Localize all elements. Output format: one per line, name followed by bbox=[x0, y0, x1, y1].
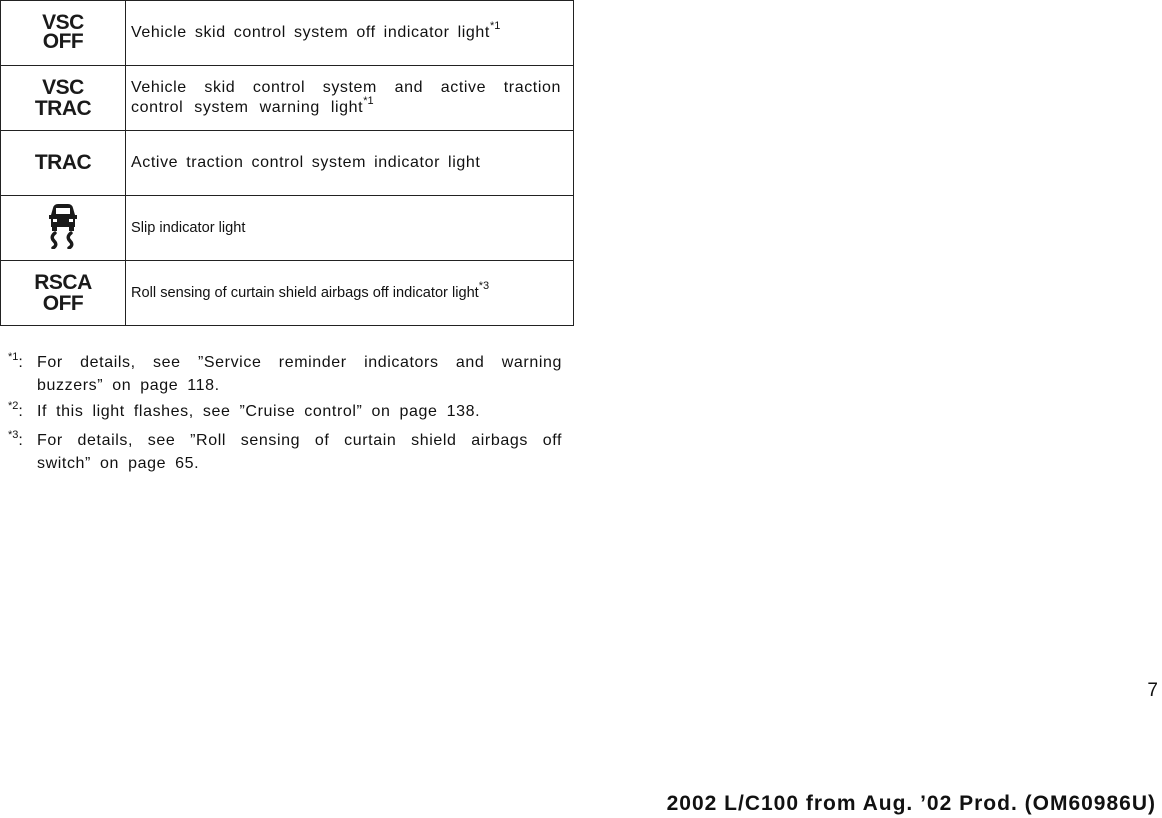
indicator-description bbox=[126, 261, 574, 326]
indicator-row bbox=[1, 196, 574, 261]
vsc-trac-icon bbox=[35, 77, 91, 119]
indicator-label: Vehicle skid control system and active traction control system warning light bbox=[131, 79, 561, 116]
indicator-table bbox=[0, 0, 574, 326]
footnotes bbox=[8, 351, 562, 475]
footnote bbox=[8, 429, 562, 475]
icon-line: OFF bbox=[42, 30, 84, 53]
note-reference: *1 bbox=[363, 95, 374, 107]
footnote-mark-text: *3 bbox=[8, 429, 19, 441]
icon-line: OFF bbox=[42, 291, 84, 315]
vsc-off-icon bbox=[42, 13, 84, 51]
document-footer: 2002 L/C100 from Aug. ’02 Prod. (OM60986U) bbox=[666, 792, 1156, 815]
footnote-text: For details, see ”Service reminder indicators and warning buzzers” on page 118. bbox=[37, 354, 562, 394]
indicator-label: Slip indicator light bbox=[131, 220, 246, 236]
footnote-mark-text: *2 bbox=[8, 400, 19, 412]
footnote-mark-text: *1 bbox=[8, 351, 19, 363]
icon-line: RSCA bbox=[34, 270, 92, 294]
indicator-row bbox=[1, 66, 574, 131]
indicator-row bbox=[1, 1, 574, 66]
icon-cell bbox=[1, 1, 126, 66]
icon-cell bbox=[1, 261, 126, 326]
note-reference: *3 bbox=[478, 280, 490, 292]
footnote bbox=[8, 400, 562, 423]
indicator-row bbox=[1, 131, 574, 196]
icon-cell bbox=[1, 66, 126, 131]
icon-cell bbox=[1, 196, 126, 261]
trac-icon bbox=[34, 150, 92, 174]
icon-line: VSC bbox=[42, 75, 84, 99]
rsca-off-icon bbox=[34, 272, 92, 314]
indicator-row bbox=[1, 261, 574, 326]
indicator-description bbox=[126, 66, 574, 131]
footnote-text: For details, see ”Roll sensing of curtain shield airbags off switch” on page 65. bbox=[37, 432, 562, 472]
indicator-label: Active traction control system indicator light bbox=[131, 154, 481, 171]
icon-cell bbox=[1, 131, 126, 196]
icon-line: TRAC bbox=[34, 150, 92, 174]
footnote-mark: $^{*3}$: bbox=[8, 429, 24, 449]
note-reference: *1 bbox=[489, 20, 501, 32]
icon-line: TRAC bbox=[34, 96, 92, 120]
slip-indicator-icon bbox=[46, 203, 80, 249]
page-number: 7 bbox=[1147, 680, 1158, 701]
indicator-label: Vehicle skid control system off indicator light bbox=[131, 24, 490, 41]
indicator-description bbox=[126, 1, 574, 66]
indicator-description bbox=[126, 131, 574, 196]
footnote bbox=[8, 351, 562, 397]
icon-line: VSC bbox=[42, 11, 84, 34]
footnote-text: If this light flashes, see ”Cruise control” on page 138. bbox=[37, 403, 481, 420]
footnote-mark: $^{*1}$: bbox=[8, 351, 24, 371]
indicator-label: Roll sensing of curtain shield airbags off indicator light bbox=[131, 285, 479, 301]
indicator-description bbox=[126, 196, 574, 261]
footnote-mark: $^{*2}$: bbox=[8, 400, 24, 420]
